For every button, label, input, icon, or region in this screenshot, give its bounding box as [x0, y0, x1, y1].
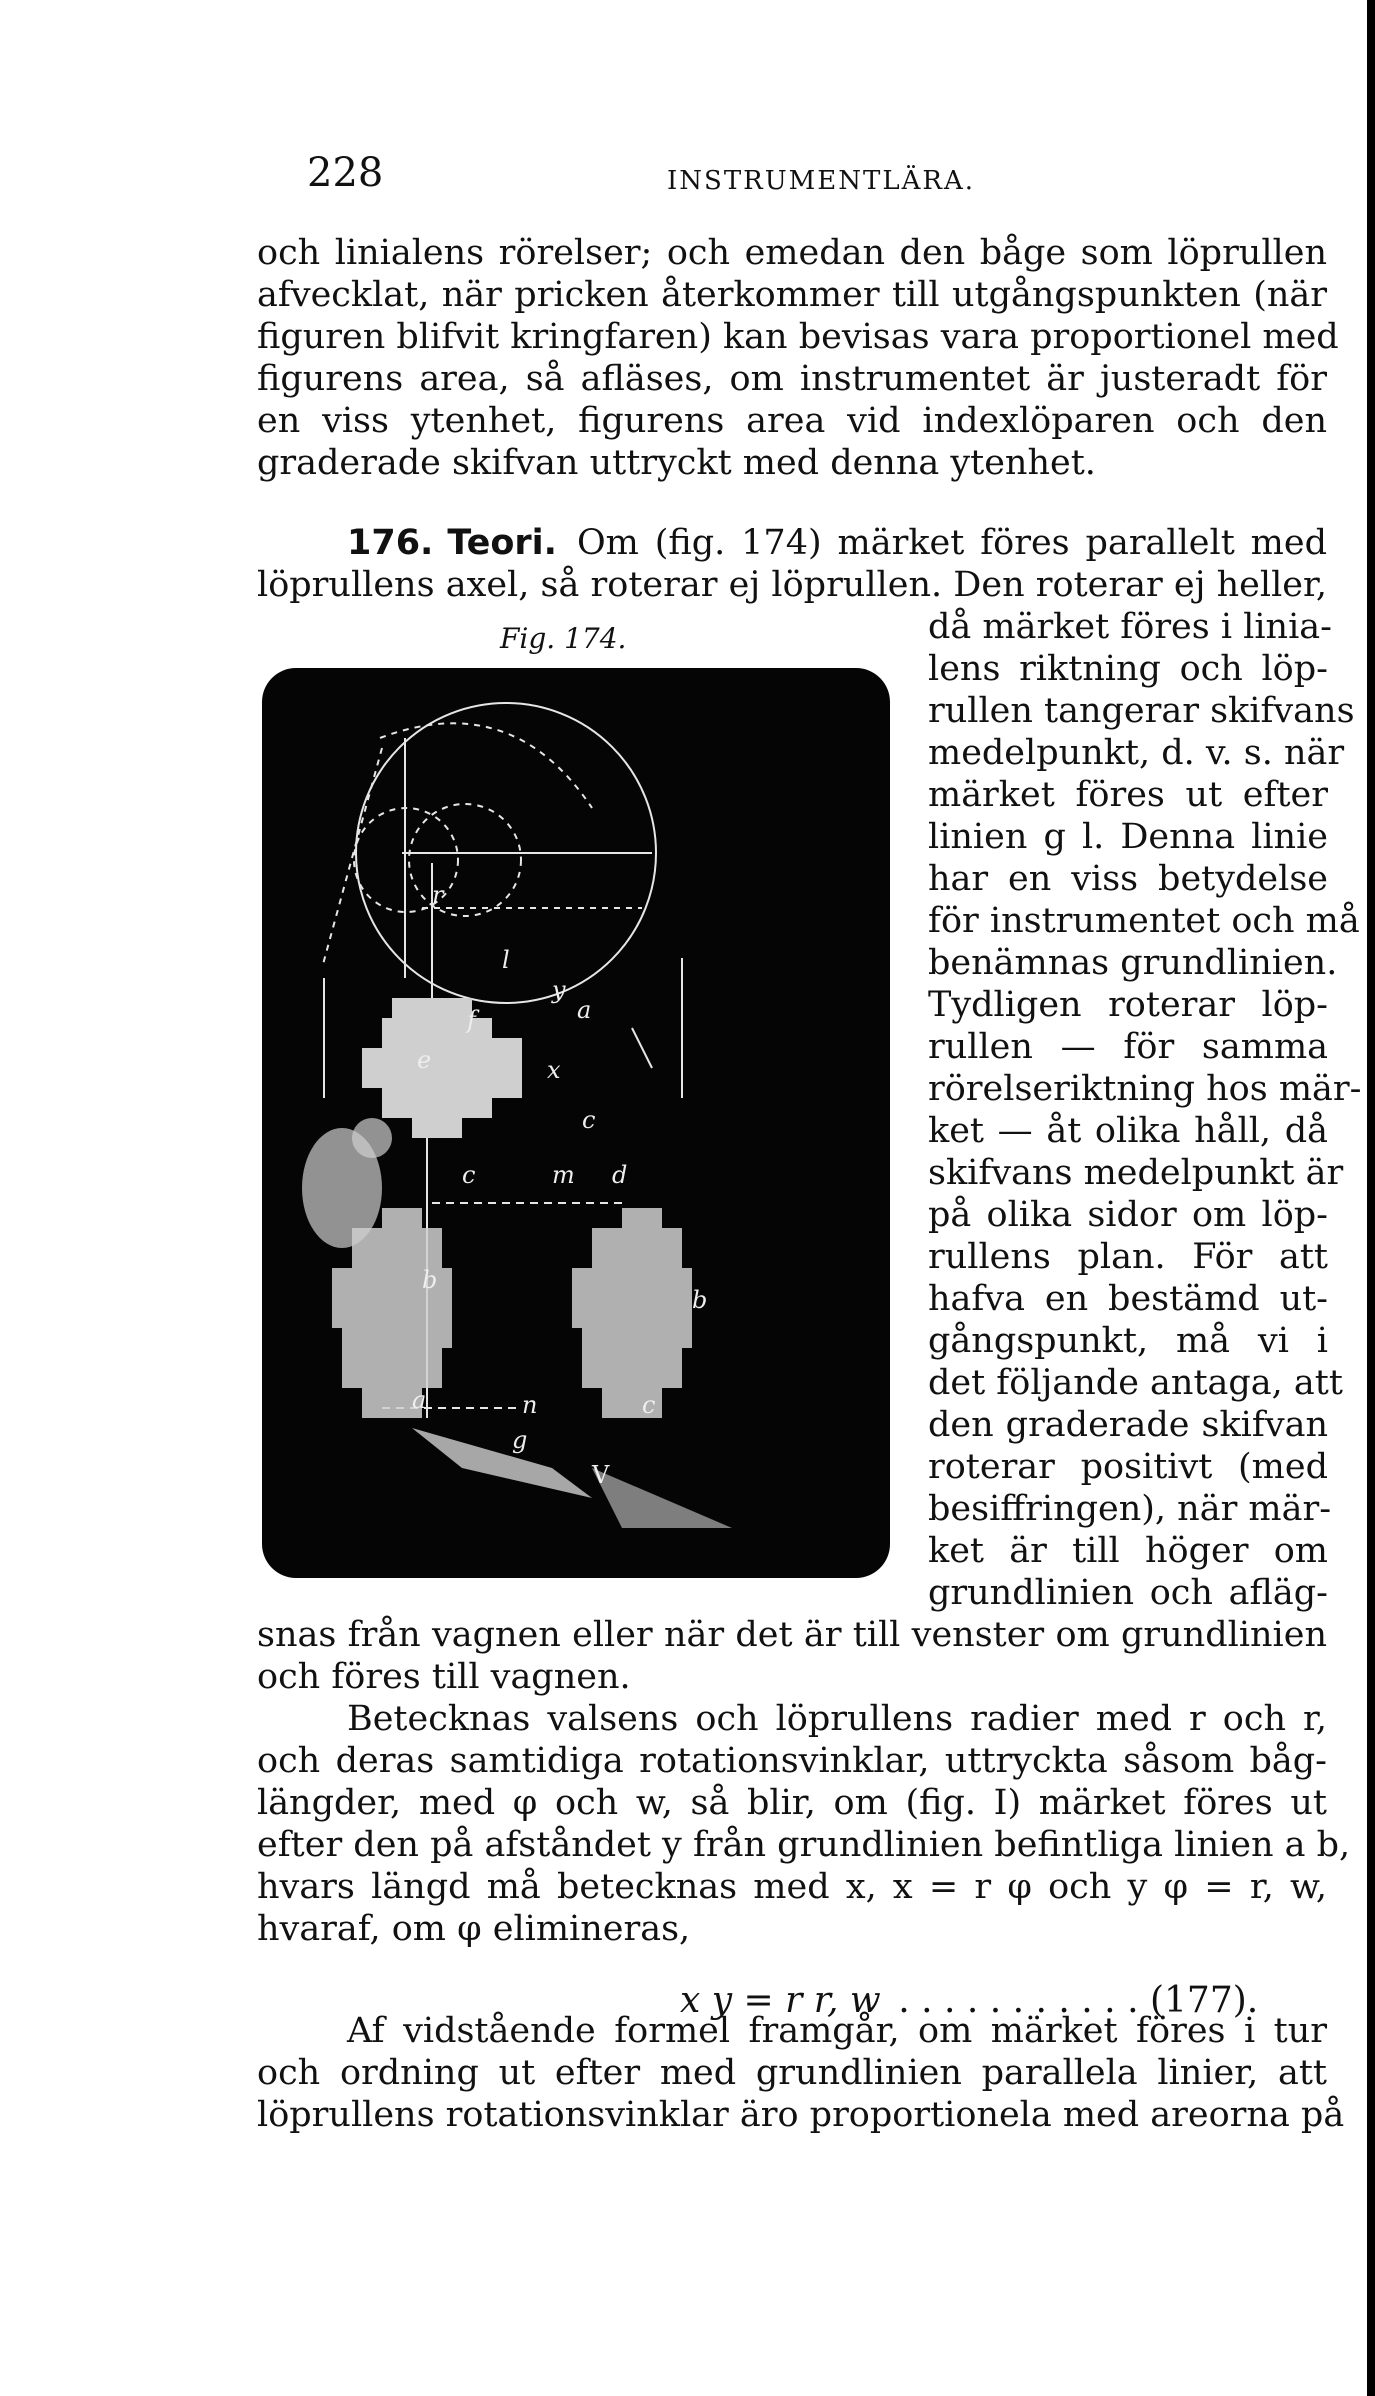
svg-text:f: f [467, 1006, 476, 1034]
text-line: och föres till vagnen. [257, 1657, 631, 1697]
text-line: gångspunkt, må vi i [928, 1321, 1328, 1361]
text-line: Af vidstående formel framgår, om märket föres i tur [347, 2011, 1327, 2051]
text-line: då märket föres i linia- [928, 607, 1332, 647]
svg-text:c: c [462, 1161, 476, 1189]
svg-text:b: b [692, 1286, 708, 1314]
running-title: INSTRUMENTLÄRA. [667, 166, 976, 196]
text-line: hafva en bestämd ut- [928, 1279, 1328, 1319]
text-line: Tydligen roterar löp- [928, 985, 1328, 1025]
svg-text:c: c [642, 1391, 656, 1419]
svg-text:r: r [432, 881, 444, 909]
text-line: det följande antaga, att [928, 1363, 1343, 1403]
text-line: rullen — för samma [928, 1027, 1328, 1067]
text-line: grundlinien och afläg- [928, 1573, 1328, 1613]
text-line: rullen tangerar skifvans [928, 691, 1355, 731]
svg-text:g: g [512, 1426, 528, 1454]
text-line: roterar positivt (med [928, 1447, 1328, 1487]
svg-text:a: a [577, 996, 592, 1024]
text-line: den graderade skifvan [928, 1405, 1328, 1445]
text-line: och ordning ut efter med grundlinien parallela linier, att [257, 2053, 1327, 2093]
text-line: längder, med φ och w, så blir, om (fig. I) märket föres ut [257, 1783, 1327, 1823]
text-line: märket föres ut efter [928, 775, 1328, 815]
svg-text:n: n [522, 1391, 538, 1419]
text-line: rörelseriktning hos mär- [928, 1069, 1362, 1109]
text-line: medelpunkt, d. v. s. när [928, 733, 1345, 773]
section-number: 176. [347, 523, 434, 563]
formula-expression: x y = r r, w [680, 1980, 881, 2021]
planimeter-diagram [262, 668, 890, 1578]
text-line: snas från vagnen eller när det är till venster om grundlinien [257, 1615, 1327, 1655]
svg-text:a: a [412, 1386, 427, 1414]
page-number: 228 [307, 150, 384, 196]
text-line: hvars längd må betecknas med x, x = r φ och y φ = r, w, [257, 1867, 1327, 1907]
text-line: afvecklat, när pricken återkommer till utgångspunkten (när [257, 275, 1327, 315]
text-line: skifvans medelpunkt är [928, 1153, 1344, 1193]
section-first-line: Om (fig. 174) märket föres parallelt med [576, 523, 1327, 563]
figure-174 [262, 668, 890, 1578]
text-line: linien g l. Denna linie [928, 817, 1328, 857]
page-edge-shadow [1367, 0, 1375, 2396]
svg-text:V: V [592, 1461, 610, 1489]
text-line: för instrumentet och må [928, 901, 1360, 941]
text-line: benämnas grundlinien. [928, 943, 1338, 983]
page-header [257, 140, 1137, 200]
text-line: hvaraf, om φ elimineras, [257, 1909, 691, 1949]
text-line: på olika sidor om löp- [928, 1195, 1328, 1235]
svg-text:b: b [422, 1266, 438, 1294]
svg-text:y: y [552, 976, 566, 1004]
svg-text:e: e [417, 1046, 432, 1074]
text-line: har en viss betydelse [928, 859, 1328, 899]
svg-text:l: l [502, 946, 510, 974]
section-title: Teori. [447, 523, 557, 563]
svg-text:d: d [612, 1161, 628, 1189]
text-line: lens riktning och löp- [928, 649, 1328, 689]
text-line: Betecknas valsens och löprullens radier med r och r, [347, 1699, 1327, 1739]
text-line: ket — åt olika håll, då [928, 1111, 1328, 1151]
formula-dots: . . . . . . . . . . . [898, 1980, 1139, 2021]
figure-caption: Fig. 174. [500, 622, 627, 655]
text-line: en viss ytenhet, figurens area vid indexlöparen och den [257, 401, 1327, 441]
svg-text:c: c [582, 1106, 596, 1134]
text-line: figurens area, så afläses, om instrumentet är justeradt för [257, 359, 1327, 399]
text-line: graderade skifvan uttryckt med denna ytenhet. [257, 443, 1096, 483]
text-line: löprullens axel, så roterar ej löprullen. Den roterar ej heller, [257, 565, 1327, 605]
text-line: figuren blifvit kringfaren) kan bevisas vara proportionel med [257, 317, 1339, 357]
text-line: ket är till höger om [928, 1531, 1328, 1571]
text-line: rullens plan. För att [928, 1237, 1328, 1277]
svg-text:x: x [547, 1056, 561, 1084]
section-heading-line [347, 522, 1327, 564]
text-line: och linialens rörelser; och emedan den båge som löprullen [257, 233, 1327, 273]
text-line: efter den på afståndet y från grundlinien befintliga linien a b, [257, 1825, 1351, 1865]
formula-number: (177). [1149, 1980, 1259, 2021]
text-line: löprullens rotationsvinklar äro proportionela med areorna på [257, 2095, 1345, 2135]
text-line: och deras samtidiga rotationsvinklar, uttryckta såsom båg- [257, 1741, 1327, 1781]
svg-text:m: m [552, 1161, 575, 1189]
text-line: besiffringen), när mär- [928, 1489, 1332, 1529]
